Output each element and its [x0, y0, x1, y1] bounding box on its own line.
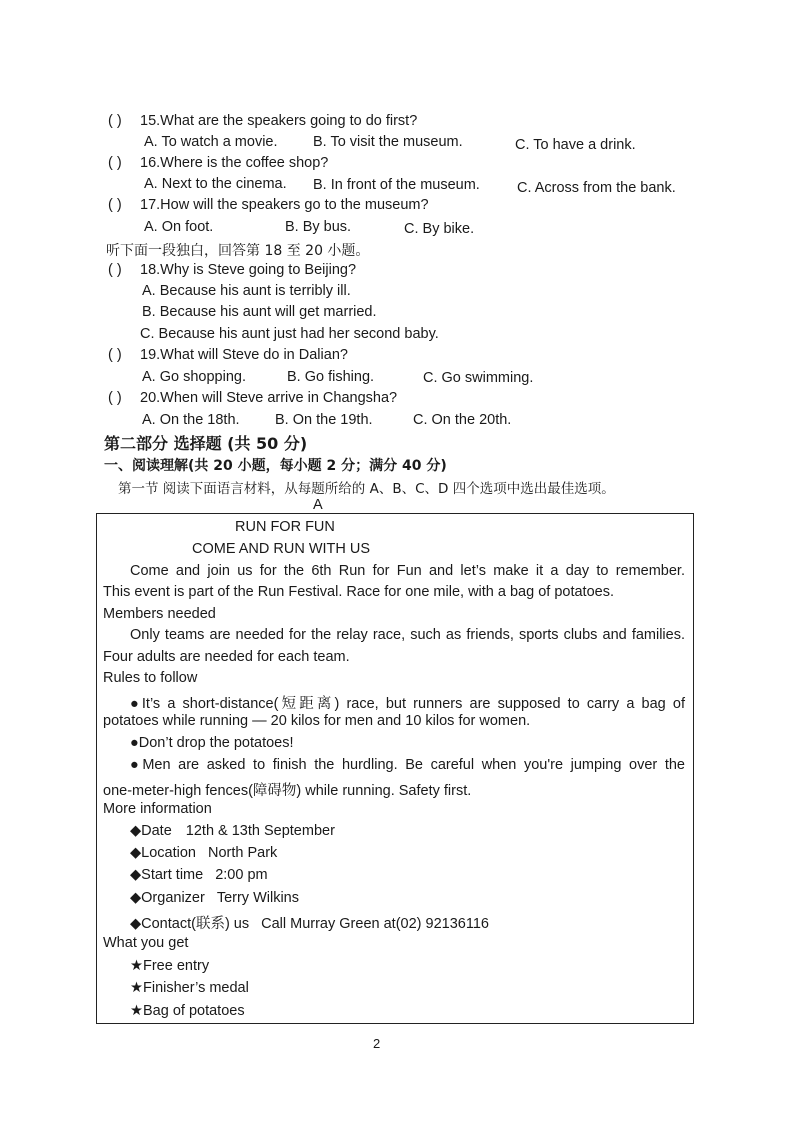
answer-blank: ( ) [108, 197, 122, 213]
part2-title: 第二部分 选择题 (共 50 分) [104, 434, 308, 453]
question-18 [108, 262, 356, 278]
option-c: C. Across from the bank. [517, 180, 676, 196]
option-b: B. In front of the museum. [313, 177, 480, 193]
option-a: A. Go shopping. [142, 369, 246, 385]
get-item: ★Free entry [130, 958, 210, 974]
info-label: ◆Contact(联系) us [130, 916, 250, 932]
info-value: Call Murray Green at(02) 92136116 [261, 916, 489, 932]
question-stem: 20.When will Steve arrive in Changsha? [140, 390, 398, 406]
question-stem: 17.How will the speakers go to the museum? [140, 197, 429, 213]
section1-title: 一、阅读理解(共 20 小题，每小题 2 分；满分 40 分) [104, 458, 447, 474]
answer-blank: ( ) [108, 390, 122, 406]
option-a: A. Because his aunt is terribly ill. [142, 283, 351, 299]
listening-instruction: 听下面一段独白，回答第 18 至 20 小题。 [106, 243, 370, 259]
option-c: C. Go swimming. [423, 370, 534, 386]
get-heading: What you get [103, 935, 189, 951]
option-c: C. Because his aunt just had her second baby. [140, 326, 439, 342]
get-item: ★Finisher’s medal [130, 980, 249, 996]
info-label: ◆Organizer [130, 890, 205, 906]
option-c: C. On the 20th. [413, 412, 512, 428]
info-location [130, 845, 277, 861]
info-label: ◆Start time [130, 867, 204, 883]
rule-3-line-2: one-meter-high fences(障碍物) while running. Safety first. [103, 783, 472, 799]
members-line-2: Four adults are needed for each team. [103, 649, 350, 665]
passage-label: A [313, 497, 323, 513]
info-value: Terry Wilkins [216, 890, 299, 906]
option-a: A. To watch a movie. [144, 134, 278, 150]
rules-heading: Rules to follow [103, 670, 198, 686]
info-date [130, 823, 335, 839]
passage-title: RUN FOR FUN [235, 519, 335, 535]
info-value: 2:00 pm [215, 867, 268, 883]
rule-3-line-1: ●Men are asked to finish the hurdling. Be careful when you're jumping over the [130, 757, 685, 773]
option-a: A. On foot. [144, 219, 214, 235]
info-heading: More information [103, 801, 212, 817]
rule-1-line-2: potatoes while running — 20 kilos for men and 10 kilos for women. [103, 713, 531, 729]
get-item: ★Bag of potatoes [130, 1003, 245, 1019]
question-20 [108, 390, 397, 406]
intro-line-2: This event is part of the Run Festival. Race for one mile, with a bag of potatoes. [103, 584, 614, 600]
rule-2: ●Don’t drop the potatoes! [130, 735, 294, 751]
info-value: 12th & 13th September [185, 823, 335, 839]
answer-blank: ( ) [108, 113, 122, 129]
rule-1-line-1: ●It’s a short-distance(短距离) race, but runners are supposed to carry a bag of [130, 696, 685, 712]
question-15 [108, 113, 417, 129]
answer-blank: ( ) [108, 347, 122, 363]
question-stem: 19.What will Steve do in Dalian? [140, 347, 348, 363]
option-a: A. On the 18th. [142, 412, 240, 428]
question-17 [108, 197, 429, 213]
question-19 [108, 347, 348, 363]
question-stem: 15.What are the speakers going to do first? [140, 113, 418, 129]
passage-box [96, 513, 694, 1024]
page-number: 2 [373, 1036, 381, 1051]
option-c: C. By bike. [404, 221, 475, 237]
info-contact [130, 912, 489, 933]
answer-blank: ( ) [108, 155, 122, 171]
info-organizer [130, 890, 299, 906]
option-b: B. By bus. [285, 219, 352, 235]
option-b: B. Because his aunt will get married. [142, 304, 377, 320]
question-stem: 18.Why is Steve going to Beijing? [140, 262, 357, 278]
question-16 [108, 155, 328, 171]
section1-instruction: 第一节 阅读下面语言材料，从每题所给的 A、B、C、D 四个选项中选出最佳选项。 [118, 481, 615, 497]
option-b: B. On the 19th. [275, 412, 373, 428]
intro-line-1: Come and join us for the 6th Run for Fun and let’s make it a day to remember. [130, 563, 685, 579]
passage-subtitle: COME AND RUN WITH US [192, 541, 371, 557]
members-line-1: Only teams are needed for the relay race, such as friends, sports clubs and families. [130, 627, 685, 643]
info-start-time [130, 867, 268, 883]
option-b: B. To visit the museum. [313, 134, 463, 150]
members-heading: Members needed [103, 606, 216, 622]
answer-blank: ( ) [108, 262, 122, 278]
info-label: ◆Location [130, 845, 196, 861]
info-value: North Park [207, 845, 278, 861]
info-label: ◆Date [130, 823, 172, 839]
option-b: B. Go fishing. [287, 369, 375, 385]
option-c: C. To have a drink. [515, 137, 636, 153]
question-stem: 16.Where is the coffee shop? [140, 155, 329, 171]
option-a: A. Next to the cinema. [144, 176, 287, 192]
